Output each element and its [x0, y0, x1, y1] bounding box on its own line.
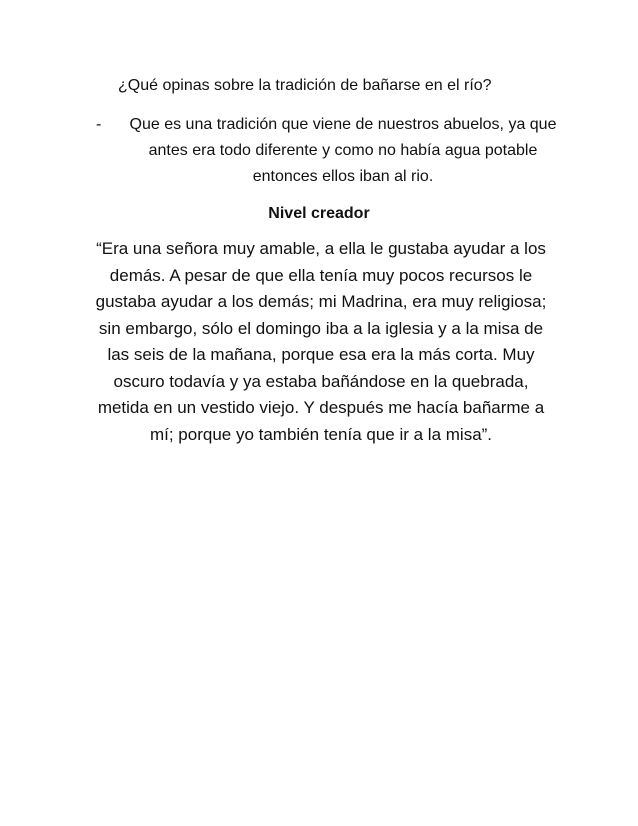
question-text: ¿Qué opinas sobre la tradición de bañarse en el río?: [118, 77, 492, 94]
quote-paragraph: “Era una señora muy amable, a ella le gustaba ayudar a los demás. A pesar de que ella tenía muy pocos recursos le gustaba ayudar a los demás; mi Madrina, era muy religiosa; sin embargo, sólo el domingo iba a la iglesia y a la misa de las seis de la mañana, porque esa era la más corta. Muy oscuro todavía y ya estaba bañándose en la quebrada, metida en un vestido viejo. Y después me hacía bañarme a mí; porque yo también tenía que ir a la misa”.: [95, 239, 547, 444]
list-dash: -: [96, 116, 102, 133]
answer-text: Que es una tradición que viene de nuestros abuelos, ya que antes era todo diferente y como no había agua potable entonces ellos iban al rio.: [129, 116, 557, 185]
section-heading: Nivel creador: [268, 205, 370, 222]
answer-list-item: [96, 112, 566, 190]
